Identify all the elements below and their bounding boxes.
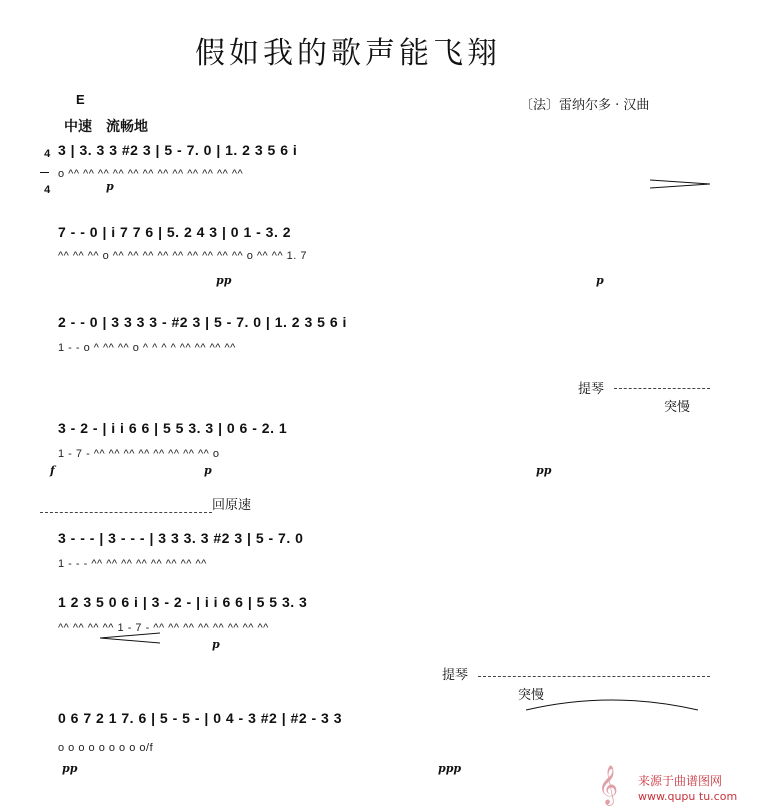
- melody-line: 0 6 7 2 1 7. 6 | 5 - 5 - | 0 4 - 3 #2 | #2 - 3 3: [58, 710, 343, 726]
- accompaniment-line: 1 - 7 - ^^ ^^ ^^ ^^ ^^ ^^ ^^ ^^ o: [58, 448, 220, 460]
- return-tempo-marking: 回原速: [212, 498, 252, 513]
- score-system-6: [40, 592, 720, 652]
- dynamic-mark: p: [106, 180, 114, 193]
- dynamic-mark: f: [50, 464, 55, 477]
- tempo-marking: 中速 流畅地: [64, 119, 148, 135]
- melody-line: 3 - - - | 3 - - - | 3 3 3. 3 #2 3 | 5 - 7. 0: [58, 530, 304, 546]
- watermark-line-2: www.qupu tu.com: [638, 790, 738, 803]
- melody-line: 3 - 2 - | i i 6 6 | 5 5 3. 3 | 0 6 - 2. 1: [58, 420, 288, 436]
- score-system-4: [40, 418, 720, 478]
- dynamic-mark: pp: [536, 464, 552, 477]
- accompaniment-line: 1 - - o ^ ^^ ^^ o ^ ^ ^ ^ ^^ ^^ ^^ ^^: [58, 342, 236, 354]
- score-system-2: [40, 222, 720, 287]
- melody-line: 3 | 3. 3 3 #2 3 | 5 - 7. 0 | 1. 2 3 5 6 i: [58, 142, 298, 158]
- violin-extension-line: [614, 388, 710, 389]
- crescendo-hairpin: [100, 630, 160, 646]
- melody-line: 1 2 3 5 0 6 i | 3 - 2 - | i i 6 6 | 5 5 3. 3: [58, 594, 308, 610]
- accompaniment-line: 1 - - - ^^ ^^ ^^ ^^ ^^ ^^ ^^ ^^: [58, 558, 207, 570]
- decrescendo-hairpin: [650, 176, 710, 192]
- key-label: E: [76, 92, 85, 107]
- accompaniment-line: ^^ ^^ ^^ ^^ 1 - 7 - ^^ ^^ ^^ ^^ ^^ ^^ ^^ ^^: [58, 622, 269, 634]
- composer-credit: 〔法〕雷纳尔多 · 汉曲: [520, 98, 650, 113]
- score-system-3: [40, 312, 720, 372]
- accompaniment-line: o o o o o o o o o/f: [58, 742, 154, 754]
- tie-arc: [522, 694, 702, 714]
- dynamic-mark: ppp: [438, 762, 462, 775]
- violin-extension-line: [478, 676, 710, 677]
- watermark-line-1: 来源于曲谱图网: [638, 774, 723, 788]
- violin-marking: 提琴: [442, 668, 469, 683]
- score-system-1: [40, 138, 720, 198]
- accompaniment-line: ^^ ^^ ^^ o ^^ ^^ ^^ ^^ ^^ ^^ ^^ ^^ ^^ o ^^ ^^ 1. 7: [58, 250, 308, 262]
- sudden-slow-marking: 突慢: [518, 688, 545, 703]
- sudden-slow-extension-line: [40, 512, 212, 513]
- sudden-slow-marking: 突慢: [664, 400, 691, 415]
- time-signature-bottom: 4: [44, 184, 51, 196]
- accompaniment-line: o ^^ ^^ ^^ ^^ ^^ ^^ ^^ ^^ ^^ ^^ ^^ ^^: [58, 168, 244, 180]
- violin-marking: 提琴: [578, 382, 605, 397]
- dynamic-mark: p: [204, 464, 212, 477]
- svg-text:𝄞: 𝄞: [598, 765, 619, 805]
- score-system-5: [40, 528, 720, 588]
- time-signature-top: 4: [44, 148, 51, 160]
- dynamic-mark: pp: [62, 762, 78, 775]
- dynamic-mark: pp: [216, 274, 232, 287]
- dynamic-mark: p: [212, 638, 220, 651]
- dynamic-mark: p: [596, 274, 604, 287]
- melody-line: 2 - - 0 | 3 3 3 3 - #2 3 | 5 - 7. 0 | 1. 2 3 5 6 i: [58, 314, 347, 330]
- page-title: 假如我的歌声能飞翔: [195, 36, 501, 71]
- melody-line: 7 - - 0 | i 7 7 6 | 5. 2 4 3 | 0 1 - 3. 2: [58, 224, 292, 240]
